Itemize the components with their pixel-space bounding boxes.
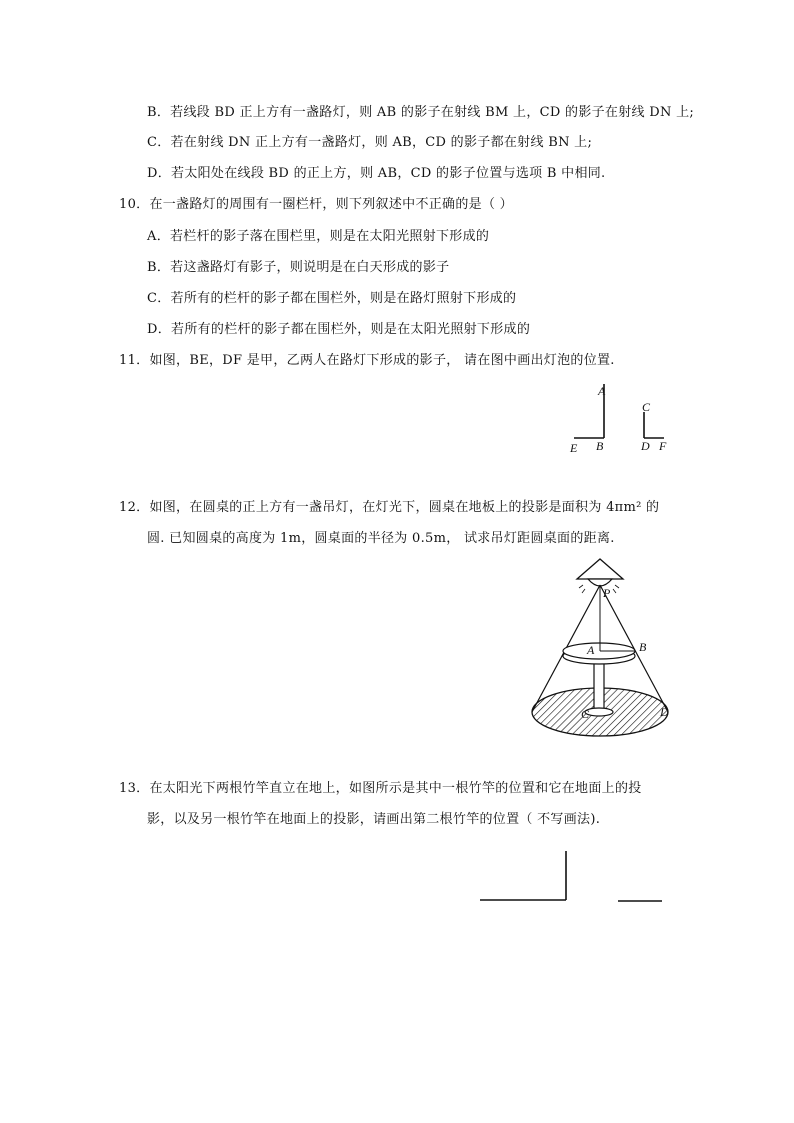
q11-label-d: D [641,439,650,453]
q12-line-2: 圆. 已知圆桌的高度为 1m，圆桌面的半径为 0.5m， 试求吊灯距圆桌面的距离. [147,531,615,546]
q12-label-d: D [660,705,669,719]
q12-lamp-shade [577,559,623,579]
q13-figure [470,845,670,907]
q12-label-p: P [603,586,611,600]
q10-option-d: D．若所有的栏杆的影子都在围栏外，则是在太阳光照射下形成的 [147,322,531,337]
q12-table-base [585,708,613,716]
q12-label-b: B [639,640,647,654]
q12-lamp-bulb [588,579,612,586]
q9-option-d: D．若太阳处在线段 BD 的正上方，则 AB，CD 的影子位置与选项 B 中相同. [147,166,606,181]
q11-label-b: B [596,439,604,453]
q12-figure [525,555,690,750]
q10-option-c: C．若所有的栏杆的影子都在围栏外，则是在路灯照射下形成的 [147,291,517,306]
q11-label-a: A [598,384,606,398]
q10-option-a: A．若栏杆的影子落在围栏里，则是在太阳光照射下形成的 [147,229,490,244]
q11-stem: 11．如图，BE，DF 是甲，乙两人在路灯下形成的影子， 请在图中画出灯泡的位置. [119,353,615,368]
q12-table-leg [594,663,604,711]
q9-option-b: B．若线段 BD 正上方有一盏路灯，则 AB 的影子在射线 BM 上，CD 的影子在射线 DN 上; [147,105,695,120]
q11-figure [560,380,680,458]
q12-label-c: C [581,707,590,721]
q11-label-f: F [659,439,667,453]
q13-line-1: 13．在太阳光下两根竹竿直立在地上，如图所示是其中一根竹竿的位置和它在地面上的投 [119,781,642,796]
q10-option-b: B．若这盏路灯有影子，则说明是在白天形成的影子 [147,260,450,275]
q12-line-1: 12．如图，在圆桌的正上方有一盏吊灯，在灯光下，圆桌在地板上的投影是面积为 4πm² 的 [119,500,660,515]
q12-label-a: A [587,643,595,657]
q10-stem: 10．在一盏路灯的周围有一圈栏杆，则下列叙述中不正确的是（ ） [119,197,513,212]
q11-label-c: C [642,400,651,414]
q13-line-2: 影，以及另一根竹竿在地面上的投影，请画出第二根竹竿的位置（ 不写画法). [147,812,601,827]
q9-option-c: C．若在射线 DN 正上方有一盏路灯，则 AB，CD 的影子都在射线 BN 上; [147,135,593,150]
q11-label-e: E [570,441,578,455]
